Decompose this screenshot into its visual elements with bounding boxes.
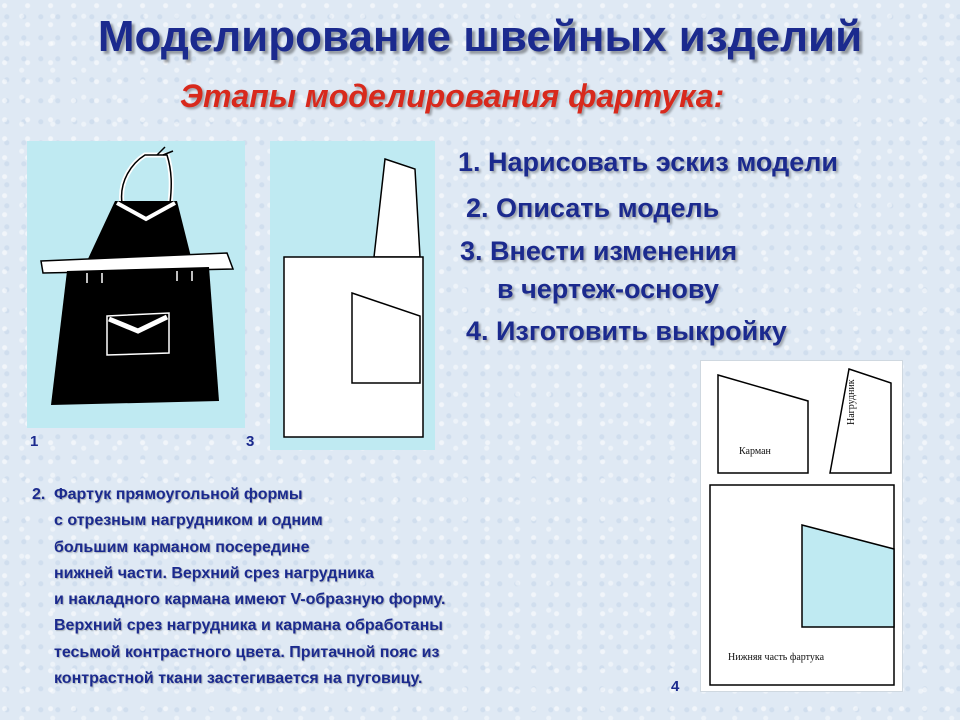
pattern-label-bib: Нагрудник (846, 379, 857, 425)
image-label-3: 3 (246, 433, 255, 450)
step-2: 2. Описать модель (466, 193, 720, 223)
pattern-label-lower: Нижняя часть фартука (728, 652, 825, 663)
description-line-2: с отрезным нагрудником и одним (54, 512, 323, 530)
page-title: Моделирование швейных изделий (97, 12, 863, 61)
step-3: 3. Внести изменения (460, 236, 738, 266)
description-number: 2. (32, 486, 46, 503)
pattern-drawing-panel (270, 141, 435, 450)
model-description (32, 482, 445, 692)
page-subtitle: Этапы моделирования фартука: (180, 78, 725, 114)
apron-sketch-icon (27, 141, 245, 428)
description-line-5: и накладного кармана имеют V-образную форму. (54, 591, 446, 609)
step-4: 4. Изготовить выкройку (466, 316, 787, 346)
pattern-pieces-panel (700, 360, 903, 692)
step-3-continued: в чертеж-основу (497, 274, 719, 304)
description-line-7: тесьмой контрастного цвета. Притачной пояс из (54, 643, 440, 661)
description-line-1: 2. Фартук прямоугольной формы (32, 482, 445, 508)
pattern-pieces-icon (701, 361, 902, 691)
image-label-4: 4 (671, 678, 680, 695)
apron-sketch-panel (27, 141, 245, 428)
description-line-8: контрастной ткани застегивается на пуговицу. (54, 670, 423, 688)
pattern-label-pocket: Карман (739, 446, 771, 457)
step-1: 1. Нарисовать эскиз модели (458, 147, 838, 177)
description-line-4: нижней части. Верхний срез нагрудника (54, 564, 374, 582)
description-line-6: Верхний срез нагрудника и кармана обработаны (54, 617, 443, 635)
description-line-3: большим карманом посередине (54, 538, 310, 556)
image-label-1: 1 (30, 433, 39, 450)
pattern-drawing-icon (270, 141, 435, 450)
